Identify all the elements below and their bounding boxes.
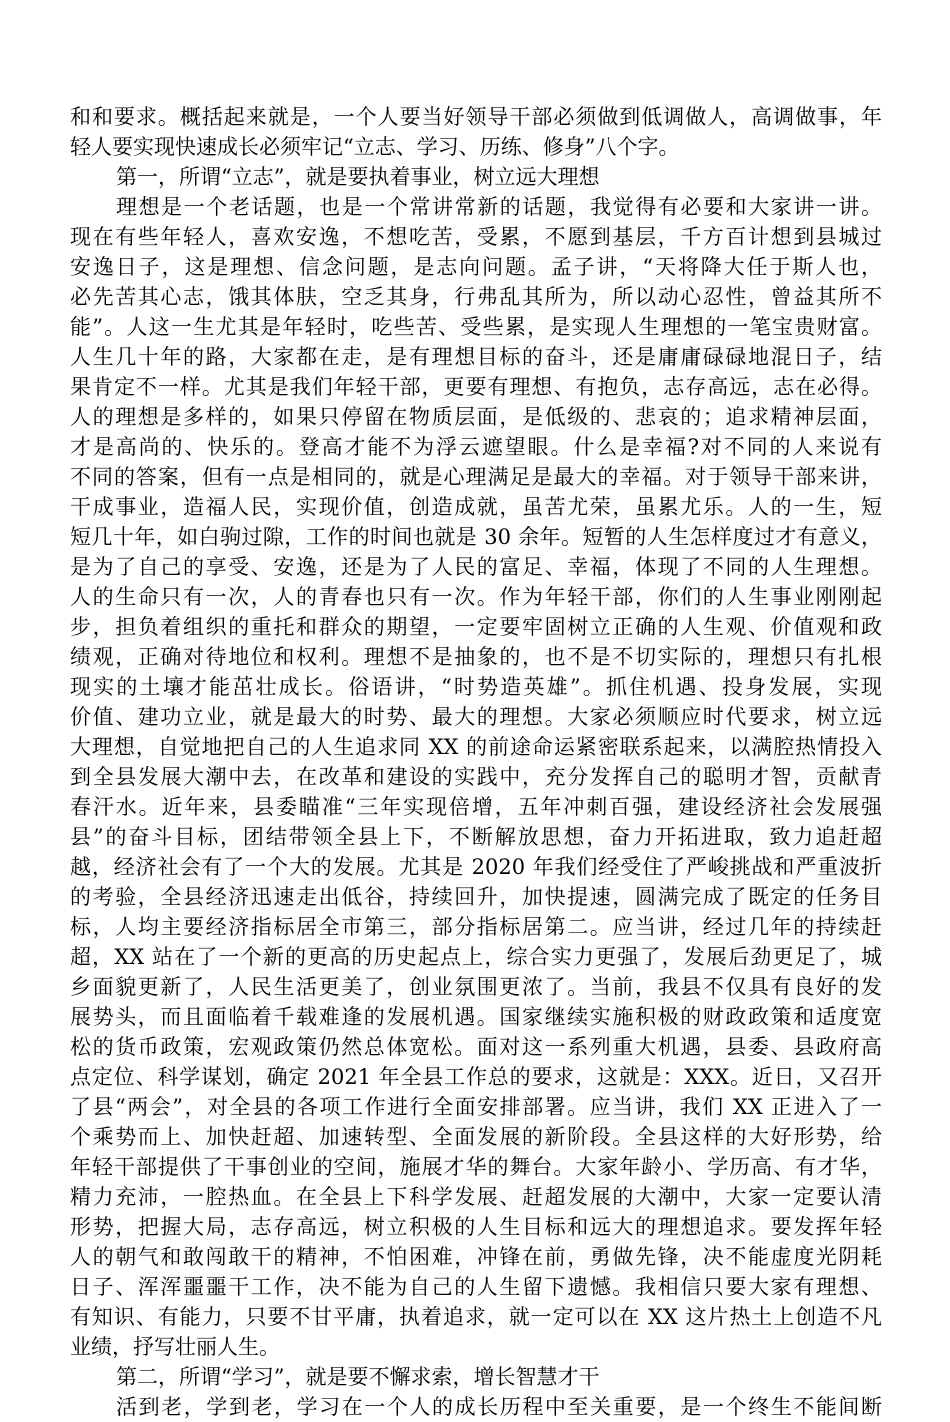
text-line: 活到老，学到老，学习在一个人的成长历程中至关重要，是一个终生不能间断 (116, 1395, 882, 1419)
text-line: 短几十年，如白驹过隙，工作的时间也就是 30 余年。短暂的人生怎样度过才有意义， (70, 525, 882, 549)
text-line: 和和要求。概括起来就是，一个人要当好领导干部必须做到低调做人，高调做事，年 (70, 105, 882, 129)
text-line: 有知识、有能力，只要不甘平庸，执着追求，就一定可以在 XX 这片热土上创造不凡 (70, 1305, 882, 1329)
text-line: 理想是一个老话题，也是一个常讲常新的话题，我觉得有必要和大家讲一讲。 (116, 195, 882, 219)
section-heading: 第二，所谓“学习”，就是要不懈求索，增长智慧才干 (116, 1365, 600, 1389)
text-line: 人的生命只有一次，人的青春也只有一次。作为年轻干部，你们的人生事业刚刚起 (70, 585, 882, 609)
text-line: 县”的奋斗目标，团结带领全县上下，不断解放思想，奋力开拓进取，致力追赶超 (70, 825, 882, 849)
text-line: 日子、浑浑噩噩干工作，决不能为自己的人生留下遗憾。我相信只要大家有理想、 (70, 1275, 882, 1299)
text-line: 松的货币政策，宏观政策仍然总体宽松。面对这一系列重大机遇，县委、县政府高 (70, 1035, 882, 1059)
text-line: 轻人要实现快速成长必须牢记“立志、学习、历练、修身”八个字。 (70, 135, 680, 159)
text-line: 不同的答案，但有一点是相同的，就是心理满足是最大的幸福。对于领导干部来讲， (70, 465, 882, 489)
section-heading: 第一，所谓“立志”，就是要执着事业，树立远大理想 (116, 165, 600, 189)
text-line: 春汗水。近年来，县委瞄准“三年实现倍增，五年冲刺百强，建设经济社会发展强 (70, 795, 882, 819)
text-line: 现在有些年轻人，喜欢安逸，不想吃苦，受累，不愿到基层，千方百计想到县城过 (70, 225, 882, 249)
text-line: 价值、建功立业，就是最大的时势、最大的理想。大家必须顺应时代要求，树立远 (70, 705, 882, 729)
text-line: 步，担负着组织的重托和群众的期望，一定要牢固树立正确的人生观、价值观和政 (70, 615, 882, 639)
text-line: 年轻干部提供了干事创业的空间，施展才华的舞台。大家年龄小、学历高、有才华， (70, 1155, 882, 1179)
text-line: 个乘势而上、加快赶超、加速转型、全面发展的新阶段。全县这样的大好形势，给 (70, 1125, 882, 1149)
text-line: 的考验，全县经济迅速走出低谷，持续回升，加快提速，圆满完成了既定的任务目 (70, 885, 882, 909)
text-line: 安逸日子，这是理想、信念问题，是志向问题。孟子讲，“天将降大任于斯人也， (70, 255, 882, 279)
text-line: 现实的土壤才能茁壮成长。俗语讲，“时势造英雄”。抓住机遇、投身发展，实现 (70, 675, 882, 699)
text-line: 是为了自己的享受、安逸，还是为了人民的富足、幸福，体现了不同的人生理想。 (70, 555, 882, 579)
text-line: 必先苦其心志，饿其体肤，空乏其身，行弗乱其所为，所以动心忍性，曾益其所不 (70, 285, 882, 309)
text-line: 展势头，而且面临着千载难逢的发展机遇。国家继续实施积极的财政政策和适度宽 (70, 1005, 882, 1029)
text-line: 标，人均主要经济指标居全市第三，部分指标居第二。应当讲，经过几年的持续赶 (70, 915, 882, 939)
text-line: 干成事业，造福人民，实现价值，创造成就，虽苦尤荣，虽累尤乐。人的一生，短 (70, 495, 882, 519)
text-line: 大理想，自觉地把自己的人生追求同 XX 的前途命运紧密联系起来，以满腔热情投入 (70, 735, 882, 759)
document-body (70, 102, 882, 1422)
text-line: 点定位、科学谋划，确定 2021 年全县工作总的要求，这就是：XXX。近日，又召开 (70, 1065, 882, 1089)
text-line: 业绩，抒写壮丽人生。 (70, 1335, 280, 1359)
text-line: 果肯定不一样。尤其是我们年轻干部，更要有理想、有抱负，志存高远，志在必得。 (70, 375, 882, 399)
text-line: 到全县发展大潮中去，在改革和建设的实践中，充分发挥自己的聪明才智，贡献青 (70, 765, 882, 789)
text-line: 越，经济社会有了一个大的发展。尤其是 2020 年我们经受住了严峻挑战和严重波折 (70, 855, 882, 879)
text-line: 超，XX 站在了一个新的更高的历史起点上，综合实力更强了，发展后劲更足了，城 (70, 945, 882, 969)
text-line: 才是高尚的、快乐的。登高才能不为浮云遮望眼。什么是幸福?对不同的人来说有 (70, 435, 882, 459)
text-line: 了县“两会”，对全县的各项工作进行全面安排部署。应当讲，我们 XX 正进入了一 (70, 1095, 882, 1119)
text-line: 人的朝气和敢闯敢干的精神，不怕困难，冲锋在前，勇做先锋，决不能虚度光阴耗 (70, 1245, 882, 1269)
text-line: 能”。人这一生尤其是年轻时，吃些苦、受些累，是实现人生理想的一笔宝贵财富。 (70, 315, 882, 339)
text-line: 人的理想是多样的，如果只停留在物质层面，是低级的、悲哀的；追求精神层面， (70, 405, 882, 429)
text-line: 精力充沛，一腔热血。在全县上下科学发展、赶超发展的大潮中，大家一定要认清 (70, 1185, 882, 1209)
text-line: 人生几十年的路，大家都在走，是有理想目标的奋斗，还是庸庸碌碌地混日子，结 (70, 345, 882, 369)
text-line: 乡面貌更新了，人民生活更美了，创业氛围更浓了。当前，我县不仅具有良好的发 (70, 975, 882, 999)
text-line: 绩观，正确对待地位和权利。理想不是抽象的，也不是不切实际的，理想只有扎根 (70, 645, 882, 669)
text-line: 形势，把握大局，志存高远，树立积极的人生目标和远大的理想追求。要发挥年轻 (70, 1215, 882, 1239)
